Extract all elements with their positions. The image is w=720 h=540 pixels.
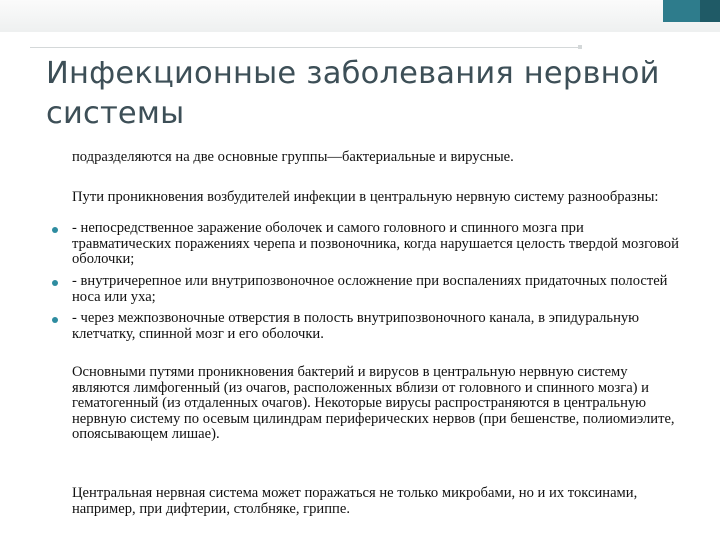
top-accent-block-dark (700, 0, 720, 22)
bullet-dot-icon (52, 280, 58, 286)
bullet-item: - внутричерепное или внутрипозвоночное осложнение при воспалениях придаточных полостей носа или уха; (72, 273, 668, 305)
slide-title: Инфекционные заболевания нервной системы (46, 56, 660, 131)
decor-rule-end (578, 45, 582, 49)
paths-intro: Пути проникновения возбудителей инфекции в центральную нервную систему разнообразны: (72, 189, 659, 205)
bullet-dot-icon (52, 227, 58, 233)
bullet-dot-icon (52, 317, 58, 323)
bullet-item: - непосредственное заражение оболочек и самого головного и спинного мозга при травматических поражениях черепа и позвоночника, когда нарушается целость твердой мозговой оболочки; (72, 220, 679, 267)
decor-rule (30, 47, 578, 48)
groups-line: подразделяются на две основные группы—бактериальные и вирусные. (72, 149, 514, 165)
main-paths-paragraph: Основными путями проникновения бактерий и вирусов в центральную нервную систему являются лимфогенный (из очагов, расположенных вблизи от головного и спинного мозга) и гематогенный (из отдаленных очагов). Некоторые вирусы распространяются в центральную нервную систему по осевым цилиндрам периферических нервов (при бешенстве, полиомиэлите, опоясывающем лишае). (72, 364, 675, 442)
cns-toxins-paragraph: Центральная нервная система может поражаться не только микробами, но и их токсинами, например, при дифтерии, столбняке, гриппе. (72, 485, 638, 517)
top-decor-bar (0, 0, 720, 32)
bullet-item: - через межпозвоночные отверстия в полость внутрипозвоночного канала, в эпидуральную клетчатку, спинной мозг и его оболочки. (72, 310, 640, 342)
